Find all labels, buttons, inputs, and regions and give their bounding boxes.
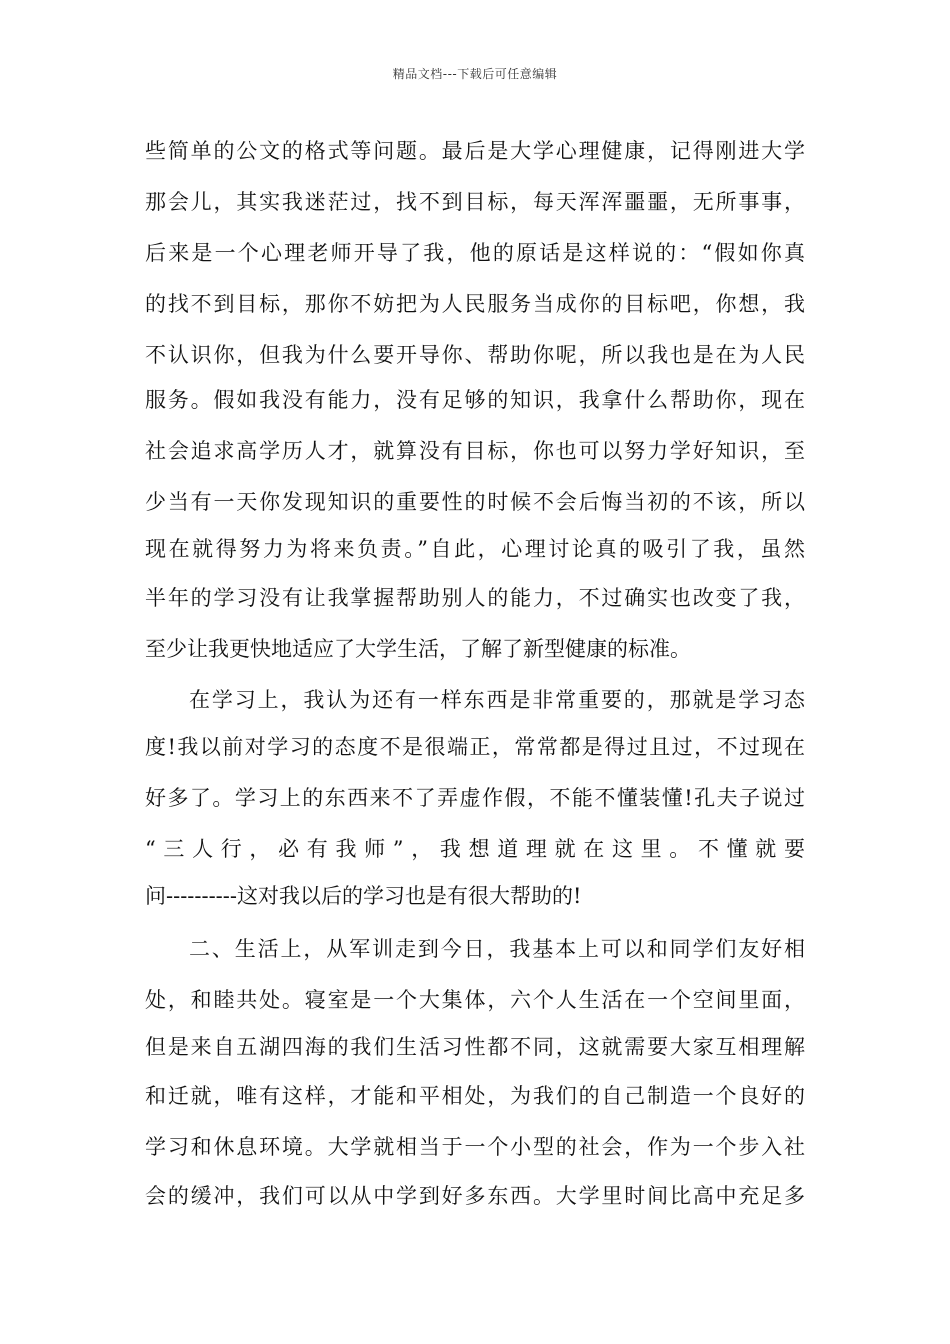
text-line: 现在就得努力为将来负责。”自此，心理讨论真的吸引了我，虽然 — [145, 537, 805, 561]
page-header: 精品文档---下载后可任意编辑 — [392, 67, 558, 81]
text-line: 度!我以前对学习的态度不是很端正，常常都是得过且过，不过现在 — [145, 735, 805, 759]
text-line: 半年的学习没有让我掌握帮助别人的能力，不过确实也改变了我， — [145, 586, 805, 610]
text-line: 后来是一个心理老师开导了我，他的原话是这样说的：“假如你真 — [145, 241, 805, 265]
text-line: 的找不到目标，那你不妨把为人民服务当成你的目标吧，你想，我 — [145, 292, 805, 316]
text-line: 和迁就，唯有这样，才能和平相处，为我们的自己制造一个良好的 — [145, 1084, 805, 1108]
text-line: “三人行，必有我师”，我想道理就在这里。不懂就要 — [145, 837, 805, 861]
text-line: 那会儿，其实我迷茫过，找不到目标，每天浑浑噩噩，无所事事， — [145, 190, 805, 214]
text-line: 问----------这对我以后的学习也是有很大帮助的! — [145, 884, 582, 908]
text-line: 少当有一天你发现知识的重要性的时候不会后悔当初的不该，所以 — [145, 490, 805, 514]
text-line: 在学习上，我认为还有一样东西是非常重要的，那就是学习态 — [189, 688, 805, 712]
text-line: 处，和睦共处。寝室是一个大集体，六个人生活在一个空间里面， — [145, 988, 805, 1012]
text-line: 些简单的公文的格式等问题。最后是大学心理健康，记得刚进大学 — [145, 139, 805, 163]
text-line: 至少让我更快地适应了大学生活，了解了新型健康的标准。 — [145, 637, 691, 661]
text-line: 二、生活上，从军训走到今日，我基本上可以和同学们友好相 — [189, 937, 805, 961]
text-line: 学习和休息环境。大学就相当于一个小型的社会，作为一个步入社 — [145, 1135, 805, 1159]
text-line: 会的缓冲，我们可以从中学到好多东西。大学里时间比高中充足多 — [145, 1184, 805, 1208]
text-line: 好多了。学习上的东西来不了弄虚作假，不能不懂装懂!孔夫子说过 — [145, 786, 805, 810]
text-line: 服务。假如我没有能力，没有足够的知识，我拿什么帮助你，现在 — [145, 388, 805, 412]
text-line: 但是来自五湖四海的我们生活习性都不同，这就需要大家互相理解 — [145, 1035, 805, 1059]
text-line: 社会追求高学历人才，就算没有目标，你也可以努力学好知识，至 — [145, 439, 805, 463]
text-line: 不认识你，但我为什么要开导你、帮助你呢，所以我也是在为人民 — [145, 343, 805, 367]
